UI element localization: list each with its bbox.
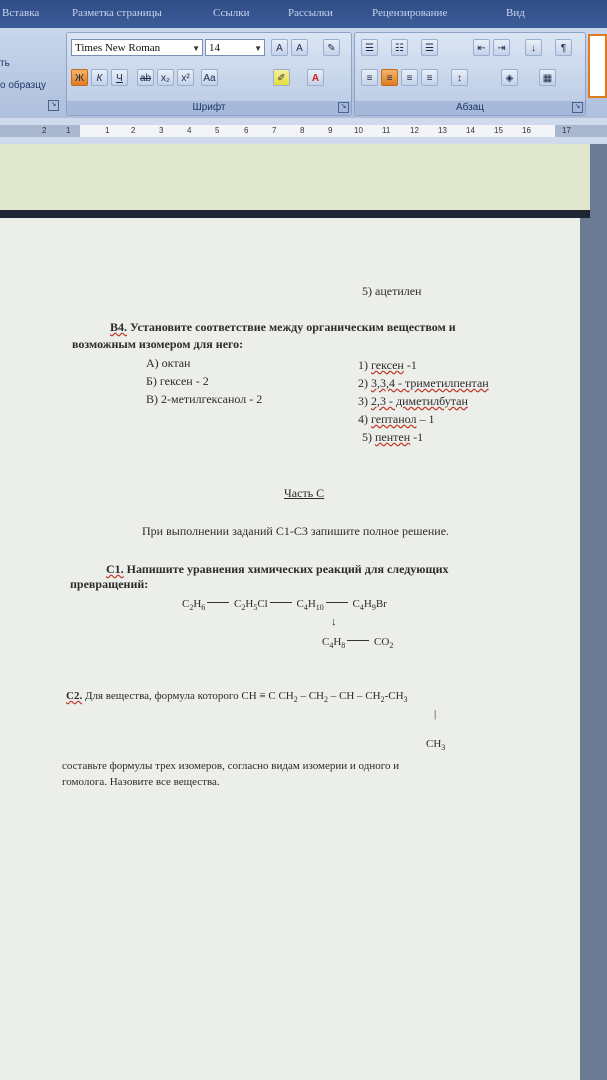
page-separator <box>0 210 590 218</box>
b3-option-5: 5) ацетилен <box>362 284 422 298</box>
format-painter-button[interactable]: о образцу <box>0 80 46 91</box>
chevron-down-icon[interactable]: ▼ <box>254 44 262 53</box>
font-group <box>66 32 352 116</box>
document-page[interactable] <box>0 218 580 1080</box>
formula-c2h5cl: $C_2H_5Cl$ <box>234 598 268 613</box>
bold-icon[interactable]: Ж <box>71 69 88 86</box>
horizontal-ruler[interactable] <box>0 118 607 145</box>
c1-heading-line1: С1. Напишите уравнения химических реакций для следующих <box>106 562 449 576</box>
shrink-font-icon[interactable]: A <box>291 39 308 56</box>
shading-icon[interactable]: ◈ <box>501 69 518 86</box>
b4-right-5: 5) пентен -1 <box>362 430 424 444</box>
ruler-tick: 11 <box>382 126 391 135</box>
clipboard-launcher-icon[interactable]: ↘ <box>48 100 59 111</box>
right-arrow-icon <box>347 640 369 641</box>
ruler-tick: 9 <box>328 126 333 135</box>
ruler-tick: 6 <box>244 126 249 135</box>
ruler-tick: 1 <box>66 126 71 135</box>
b4-heading-line1: В4. Установите соответствие между органическим веществом и <box>110 320 456 334</box>
b4-right-1: 1) гексен -1 <box>358 358 417 372</box>
justify-icon[interactable]: ≡ <box>421 69 438 86</box>
previous-page-bottom <box>0 144 590 210</box>
font-color-icon[interactable]: A <box>307 69 324 86</box>
ruler-tick: 2 <box>42 126 47 135</box>
sort-icon[interactable]: ↓ <box>525 39 542 56</box>
multilevel-list-icon[interactable]: ☰ <box>421 39 438 56</box>
grow-font-icon[interactable]: A <box>271 39 288 56</box>
ruler-track <box>80 125 555 137</box>
line-spacing-icon[interactable]: ↕ <box>451 69 468 86</box>
down-arrow-icon: ↓ <box>331 616 337 628</box>
part-c-instruction: При выполнении заданий С1-С3 запишите полное решение. <box>142 524 450 538</box>
increase-indent-icon[interactable]: ⇥ <box>493 39 510 56</box>
ruler-tick: 16 <box>522 126 531 135</box>
ruler-tick: 12 <box>410 126 419 135</box>
b4-left-a: А) октан <box>146 356 191 370</box>
ruler-tick: 2 <box>131 126 136 135</box>
part-c-title: Часть С <box>284 486 325 500</box>
ruler-tick: 1 <box>105 126 110 135</box>
subscript-icon[interactable]: x₂ <box>157 69 174 86</box>
strikethrough-icon[interactable]: ab <box>137 69 154 86</box>
clear-format-icon[interactable]: ✎ <box>323 39 340 56</box>
align-center-icon[interactable]: ≡ <box>381 69 398 86</box>
tab-mailings[interactable]: Рассылки <box>288 7 333 19</box>
ruler-tick: 14 <box>466 126 475 135</box>
formula-co2: $CO_2$ <box>374 636 394 651</box>
paragraph-group <box>354 32 586 116</box>
ruler-tick: 17 <box>562 126 571 135</box>
highlight-icon[interactable]: ✐ <box>273 69 290 86</box>
align-left-icon[interactable]: ≡ <box>361 69 378 86</box>
italic-icon[interactable]: К <box>91 69 108 86</box>
tab-insert[interactable]: Вставка <box>2 7 40 19</box>
ruler-tick: 5 <box>215 126 220 135</box>
tab-review[interactable]: Рецензирование <box>372 7 448 19</box>
font-launcher-icon[interactable]: ↘ <box>338 102 349 113</box>
chevron-down-icon[interactable]: ▼ <box>192 44 200 53</box>
change-case-icon[interactable]: Aa <box>201 69 218 86</box>
b4-right-3: 3) 2,3 - диметилбутан <box>358 394 468 408</box>
b4-left-b: Б) гексен - 2 <box>146 374 209 388</box>
pilcrow-icon[interactable]: ¶ <box>555 39 572 56</box>
font-name-value: Times New Roman <box>75 42 161 54</box>
formula-c4h10: $C_4H_{10}$ <box>296 598 324 613</box>
ruler-tick: 10 <box>354 126 363 135</box>
ribbon <box>0 28 607 118</box>
c1-reaction-chain <box>182 598 387 612</box>
c1-reaction-branch <box>322 636 393 650</box>
styles-gallery[interactable] <box>588 34 607 98</box>
borders-icon[interactable]: ▦ <box>539 69 556 86</box>
right-arrow-icon <box>207 602 229 603</box>
tab-page-layout[interactable]: Разметка страницы <box>72 7 162 19</box>
numbering-icon[interactable]: ☷ <box>391 39 408 56</box>
c2-line2: составьте формулы трех изомеров, согласно видам изомерии и одного и <box>62 760 400 772</box>
font-size-select[interactable] <box>205 39 265 56</box>
ribbon-tab-bar <box>0 0 607 28</box>
tab-references[interactable]: Ссылки <box>213 7 250 19</box>
b4-heading-line2: возможным изомером для него: <box>72 337 244 351</box>
ruler-tick: 15 <box>494 126 503 135</box>
c2-branch-ch3: $CH_3$ <box>426 738 446 753</box>
underline-icon[interactable]: Ч <box>111 69 128 86</box>
formula-c4h9br: $C_4H_9Br$ <box>352 598 387 613</box>
c2-branch-bar: | <box>434 708 437 720</box>
bullets-icon[interactable]: ☰ <box>361 39 378 56</box>
font-size-value: 14 <box>209 42 220 54</box>
paragraph-launcher-icon[interactable]: ↘ <box>572 102 583 113</box>
font-group-label: Шрифт <box>67 101 351 115</box>
right-arrow-icon <box>270 602 292 603</box>
superscript-icon[interactable]: x² <box>177 69 194 86</box>
b4-right-2: 2) 3,3,4 - триметилпентан <box>358 376 489 390</box>
tab-view[interactable]: Вид <box>506 7 525 19</box>
c2-line3: гомолога. Назовите все вещества. <box>62 776 220 788</box>
ruler-tick: 8 <box>300 126 305 135</box>
formula-c2h6: $C_2H_6$ <box>182 598 206 613</box>
ruler-tick: 4 <box>187 126 192 135</box>
b4-right-4: 4) гептанол – 1 <box>358 412 435 426</box>
c2-line1: С2. Для вещества, формула которого CH ≡ C $CH_2 - CH_2$ – CH – $CH_2-CH_3$ <box>66 690 408 705</box>
c1-heading-line2: превращений: <box>70 577 149 591</box>
formula-c4h8: $C_4H_8$ <box>322 636 346 651</box>
right-arrow-icon <box>326 602 348 603</box>
align-right-icon[interactable]: ≡ <box>401 69 418 86</box>
ruler-tick: 7 <box>272 126 277 135</box>
ruler-tick: 13 <box>438 126 447 135</box>
clipboard-label: ть <box>0 58 10 69</box>
decrease-indent-icon[interactable]: ⇤ <box>473 39 490 56</box>
ruler-tick: 3 <box>159 126 164 135</box>
font-name-select[interactable] <box>71 39 203 56</box>
b4-left-c: В) 2-метилгексанол - 2 <box>146 392 263 406</box>
paragraph-group-label: Абзац <box>355 101 585 115</box>
